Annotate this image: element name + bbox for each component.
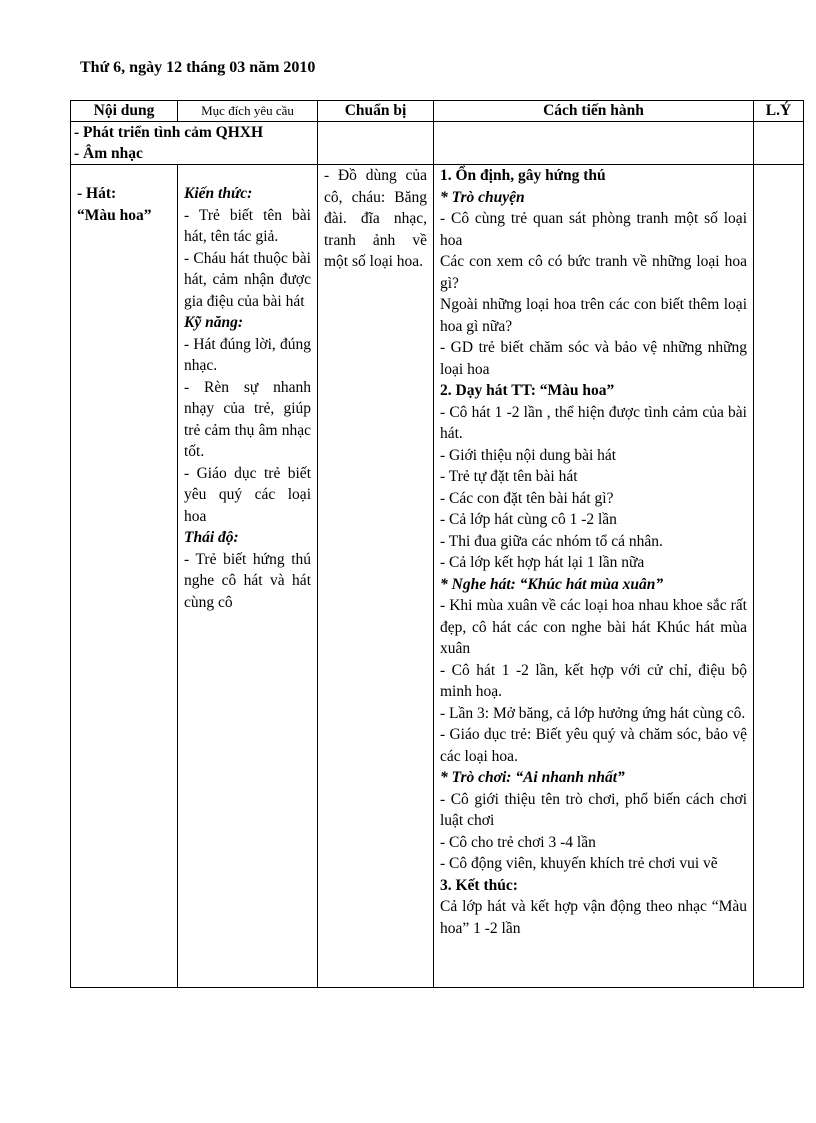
nh-line-2: - Cô hát 1 -2 lần, kết hợp với cử chỉ, điệu bộ minh hoạ. <box>440 661 747 700</box>
s2-line-3: - Trẻ tự đặt tên bài hát <box>440 468 578 485</box>
topic-row <box>71 122 804 165</box>
topic-empty-3 <box>754 122 804 165</box>
s1-line-4: - GD trẻ biết chăm sóc và bảo vệ những những loại hoa <box>440 339 747 378</box>
s2-line-7: - Cả lớp kết hợp hát lại 1 lần nữa <box>440 554 645 571</box>
thai-do-1: - Trẻ biết hứng thú nghe cô hát và hát cùng cô <box>184 550 311 611</box>
header-muc-dich: Mục đích yêu cầu <box>178 101 318 122</box>
muc-dich-cell <box>178 165 318 988</box>
ly-cell <box>754 165 804 988</box>
lesson-plan-table <box>70 100 804 988</box>
section-1-title: 1. Ổn định, gây hứng thú <box>440 167 606 184</box>
s2-line-1: - Cô hát 1 -2 lần , thể hiện được tình cảm của bài hát. <box>440 403 747 442</box>
kien-thuc-2: - Cháu hát thuộc bài hát, cảm nhận được gia điệu của bài hát <box>184 249 311 310</box>
s2-line-2: - Giới thiệu nội dung bài hát <box>440 446 617 464</box>
tc-line-2: - Cô cho trẻ chơi 3 -4 lần <box>440 833 596 851</box>
ky-nang-1: - Hát đúng lời, đúng nhạc. <box>184 335 311 374</box>
topic-empty-1 <box>318 122 434 165</box>
ky-nang-heading: Kỹ năng: <box>184 314 243 331</box>
header-ly: L.Ý <box>754 101 804 122</box>
nh-line-1: - Khi mùa xuân về các loại hoa nhau khoe sắc rất đẹp, cô hát các con nghe bài hát Khúc hát mùa xuân <box>440 597 747 657</box>
section-1-sub: * Trò chuyện <box>440 188 525 206</box>
thai-do-heading: Thái độ: <box>184 529 239 546</box>
activity-row <box>71 165 804 988</box>
ky-nang-2: - Rèn sự nhanh nhạy của trẻ, giúp trẻ cảm thụ âm nhạc tốt. <box>184 378 311 460</box>
date-heading: Thứ 6, ngày 12 tháng 03 năm 2010 <box>80 59 316 76</box>
ky-nang-3: - Giáo dục trẻ biết yêu quý các loại hoa <box>184 464 311 525</box>
s3-line-1: Cả lớp hát và kết hợp vận động theo nhạc “Màu hoa” 1 -2 lần <box>440 898 747 937</box>
tro-choi-sub: * Trò chơi: “Ai nhanh nhất” <box>440 769 625 786</box>
nh-line-4: - Giáo dục trẻ: Biết yêu quý và chăm sóc, bảo vệ các loại hoa. <box>440 726 747 765</box>
section-3-title: 3. Kết thúc: <box>440 876 518 894</box>
tc-line-1: - Cô giới thiệu tên trò chơi, phổ biến cách chơi luật chơi <box>440 790 747 829</box>
chuan-bi-cell <box>318 165 434 988</box>
nh-line-3: - Lần 3: Mở băng, cả lớp hưởng ứng hát cùng cô. <box>440 704 746 722</box>
topic-empty-2 <box>434 122 754 165</box>
section-2-title: 2. Dạy hát TT: “Màu hoa” <box>440 382 615 399</box>
s1-line-2: Các con xem cô có bức tranh về những loại hoa gì? <box>440 253 747 292</box>
tc-line-3: - Cô động viên, khuyến khích trẻ chơi vui vẽ <box>440 855 718 872</box>
header-cach-tien-hanh: Cách tiến hành <box>434 101 754 122</box>
topic-line-2: - Âm nhạc <box>74 145 143 162</box>
s1-line-3: Ngoài những loại hoa trên các con biết thêm loại hoa gì nữa? <box>440 296 747 335</box>
header-row <box>71 101 804 122</box>
topic-cell <box>71 122 318 165</box>
kien-thuc-heading: Kiến thức: <box>184 185 253 202</box>
activity-label: - Hát: <box>77 185 117 202</box>
s2-line-6: - Thi đua giữa các nhóm tổ cá nhân. <box>440 532 663 550</box>
cach-tien-hanh-cell <box>434 165 754 988</box>
chuan-bi-text: - Đồ dùng của cô, cháu: Băng đài. đĩa nhạc, tranh ảnh về một số loại hoa. <box>324 167 427 270</box>
s2-line-5: - Cả lớp hát cùng cô 1 -2 lần <box>440 511 617 528</box>
s2-line-4: - Các con đặt tên bài hát gì? <box>440 489 614 507</box>
kien-thuc-1: - Trẻ biết tên bài hát, tên tác giả. <box>184 206 311 245</box>
topic-line-1: - Phát triển tình cảm QHXH <box>74 124 263 141</box>
activity-song: “Màu hoa” <box>77 206 152 224</box>
nghe-hat-sub: * Nghe hát: “Khúc hát mùa xuân” <box>440 575 664 593</box>
s1-line-1: - Cô cùng trẻ quan sát phòng tranh một số loại hoa <box>440 210 747 249</box>
header-noi-dung: Nội dung <box>71 101 178 122</box>
activity-cell <box>71 165 178 988</box>
header-chuan-bi: Chuẩn bị <box>318 101 434 122</box>
